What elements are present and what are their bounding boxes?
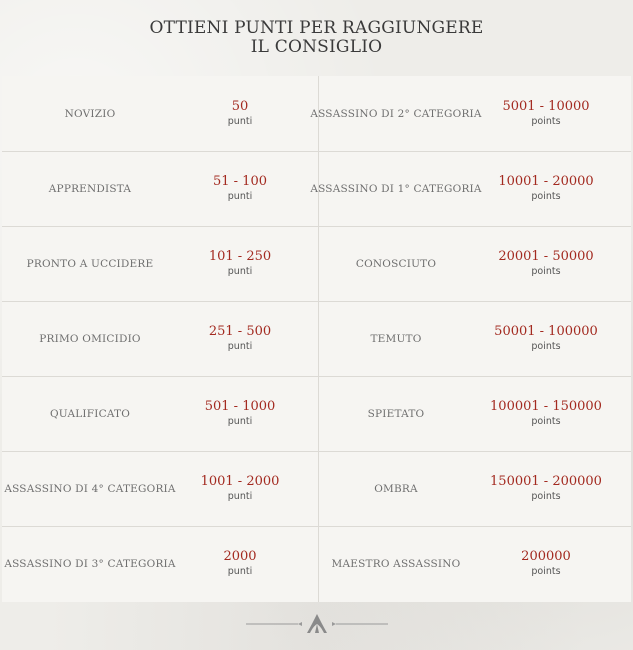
assassin-insignia-icon [244,612,390,636]
rank-name: ASSASSINO DI 1° CATEGORIA [310,182,482,195]
rank-name: TEMUTO [370,332,422,345]
rank-points [473,526,619,601]
rank-cell [319,451,631,526]
rank-name: ASSASSINO DI 4° CATEGORIA [4,482,176,495]
page-title [0,19,633,57]
rank-cell [319,226,631,301]
rank-points [178,151,302,226]
page-title-line-2: IL CONSIGLIO [250,37,383,57]
rank-points [178,76,302,151]
points-unit: punti [227,416,253,427]
rank-points [473,451,619,526]
rank-name: PRIMO OMICIDIO [39,332,141,345]
points-unit: points [531,566,561,577]
rank-name: ASSASSINO DI 3° CATEGORIA [4,557,176,570]
points-value: 51 - 100 [212,174,267,189]
rank-name: NOVIZIO [64,107,116,120]
rank-name: QUALIFICATO [49,407,131,420]
points-value: 2000 [223,549,257,564]
rank-cell [310,76,631,151]
points-unit: points [531,191,561,202]
rank-cell [319,526,631,601]
rank-cell [2,151,318,226]
points-value: 10001 - 20000 [498,174,594,189]
rank-cell [2,376,318,451]
points-value: 5001 - 10000 [502,99,590,114]
rank-points [178,301,302,376]
points-value: 251 - 500 [208,324,272,339]
points-value: 1001 - 2000 [200,474,280,489]
rank-name: APPRENDISTA [48,182,132,195]
rank-cell [310,151,631,226]
rank-name: OMBRA [374,482,418,495]
rank-points [473,76,619,151]
rank-points [178,226,302,301]
ranks-table [2,76,631,602]
points-unit: punti [227,191,253,202]
rank-points [473,301,619,376]
rank-points [473,376,619,451]
points-value: 50001 - 100000 [494,324,598,339]
points-unit: punti [227,341,253,352]
points-value: 100001 - 150000 [490,399,602,414]
rank-name: MAESTRO ASSASSINO [331,557,461,570]
points-value: 20001 - 50000 [498,249,594,264]
rank-points [178,376,302,451]
points-value: 501 - 1000 [204,399,276,414]
points-unit: points [531,341,561,352]
rank-name: ASSASSINO DI 2° CATEGORIA [310,107,482,120]
points-unit: punti [227,266,253,277]
points-value: 50 [231,99,249,114]
rank-points [473,226,619,301]
rank-cell [319,301,631,376]
points-unit: punti [227,116,253,127]
page-title-line-1: OTTIENI PUNTI PER RAGGIUNGERE [149,18,484,38]
rank-cell [2,76,318,151]
rank-name: SPIETATO [367,407,425,420]
points-value: 200000 [521,549,571,564]
points-unit: points [531,416,561,427]
rank-cell [2,301,318,376]
rank-name: PRONTO A UCCIDERE [26,257,154,270]
points-unit: points [531,266,561,277]
rank-name: CONOSCIUTO [355,257,437,270]
points-value: 150001 - 200000 [490,474,602,489]
points-value: 101 - 250 [208,249,272,264]
rank-points [178,451,302,526]
rank-points [178,526,302,601]
points-unit: points [531,116,561,127]
rank-points [473,151,619,226]
rank-cell [2,226,318,301]
rank-cell [2,451,318,526]
rank-cell [319,376,631,451]
rank-cell [2,526,318,601]
points-unit: points [531,491,561,502]
points-unit: punti [227,491,253,502]
points-unit: punti [227,566,253,577]
